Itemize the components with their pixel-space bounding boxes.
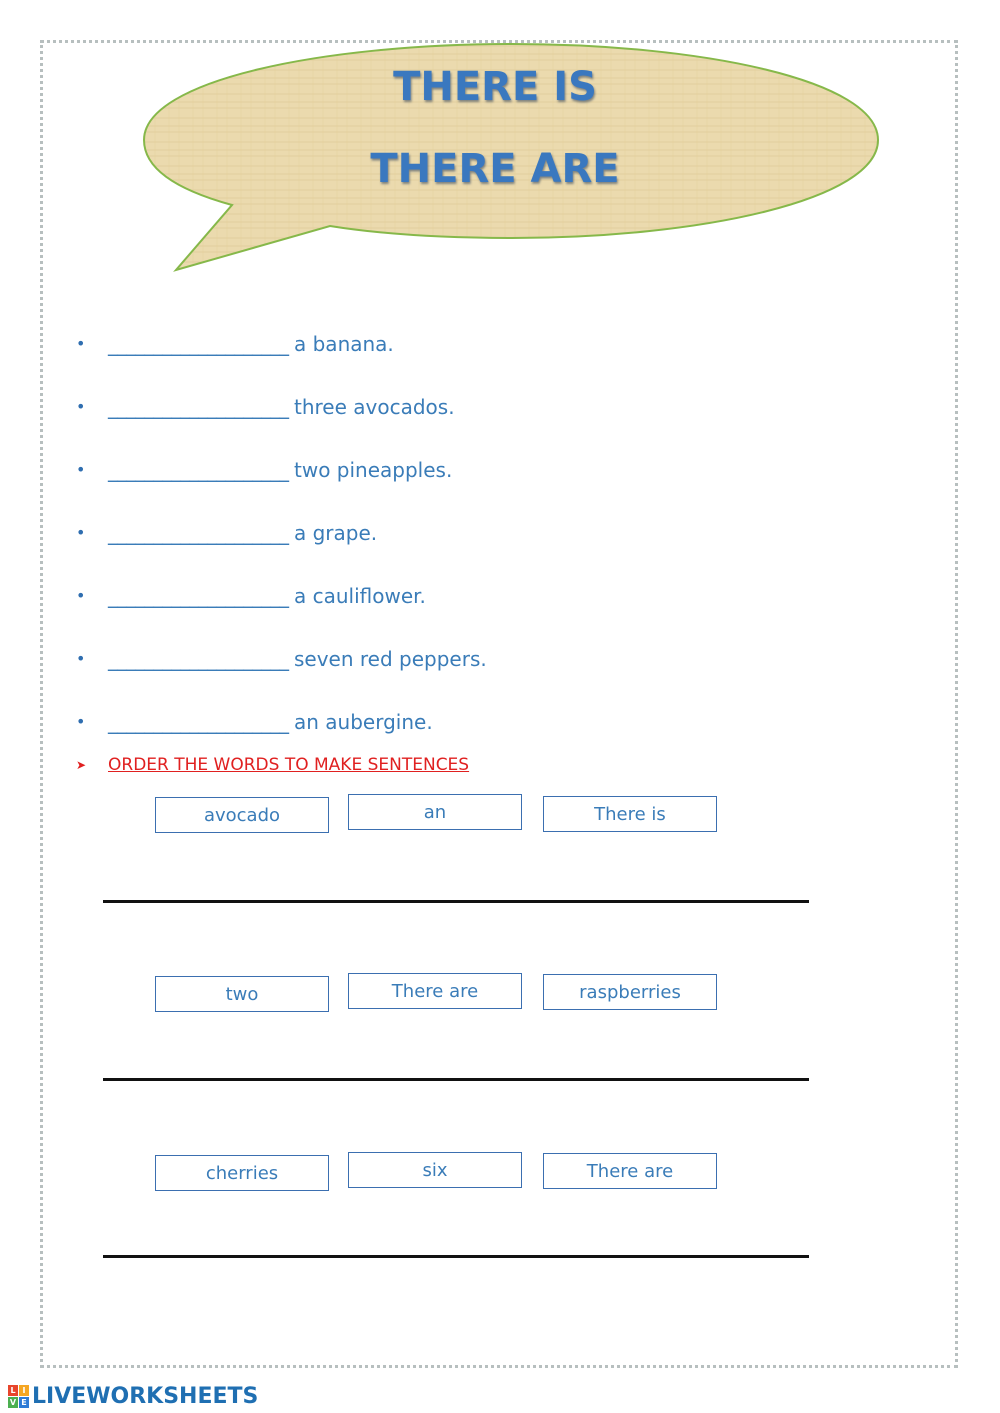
sentence-text: a grape. — [294, 520, 378, 545]
answer-line-input[interactable] — [103, 1078, 809, 1081]
word-tile[interactable]: There are — [543, 1153, 717, 1189]
word-tile[interactable]: cherries — [155, 1155, 329, 1191]
word-tile[interactable]: avocado — [155, 797, 329, 833]
bullet-icon: • — [76, 334, 86, 353]
bullet-icon: • — [76, 649, 86, 668]
sentence-text: three avocados. — [294, 394, 455, 419]
blank-input[interactable]: ____________________ — [108, 331, 288, 356]
word-tile[interactable]: raspberries — [543, 974, 717, 1010]
instruction-text: ORDER THE WORDS TO MAKE SENTENCES — [108, 755, 470, 775]
list-item — [76, 501, 487, 564]
blank-input[interactable]: ____________________ — [108, 646, 288, 671]
logo-block: E — [19, 1397, 29, 1408]
fill-in-list — [76, 312, 487, 753]
brand-name: LIVEWORKSHEETS — [32, 1383, 259, 1409]
title-there-are: THERE ARE — [370, 146, 620, 192]
list-item — [76, 438, 487, 501]
bullet-icon: • — [76, 712, 86, 731]
list-item — [76, 312, 487, 375]
blank-input[interactable]: ____________________ — [108, 520, 288, 545]
ordering-instruction — [76, 755, 469, 775]
answer-line-input[interactable] — [103, 900, 809, 903]
bullet-icon: • — [76, 460, 86, 479]
list-item — [76, 375, 487, 438]
bullet-icon: • — [76, 523, 86, 542]
word-tile[interactable]: two — [155, 976, 329, 1012]
sentence-text: a cauliflower. — [294, 583, 426, 608]
logo-block: V — [9, 1397, 17, 1407]
liveworksheets-logo[interactable] — [8, 1383, 258, 1409]
blank-input[interactable]: ____________________ — [108, 709, 288, 734]
list-item — [76, 564, 487, 627]
word-tile[interactable]: There is — [543, 796, 717, 832]
sentence-text: a banana. — [294, 331, 394, 356]
word-tile[interactable]: six — [348, 1152, 522, 1188]
answer-line-input[interactable] — [103, 1255, 809, 1258]
word-tile[interactable]: an — [348, 794, 522, 830]
sentence-text: two pineapples. — [294, 457, 453, 482]
blank-input[interactable]: ____________________ — [108, 394, 288, 419]
blank-input[interactable]: ____________________ — [108, 457, 288, 482]
logo-block: L — [8, 1385, 18, 1396]
title-there-is: THERE IS — [393, 64, 597, 110]
sentence-text: seven red peppers. — [294, 646, 487, 671]
logo-blocks-icon — [8, 1385, 29, 1408]
word-tile[interactable]: There are — [348, 973, 522, 1009]
list-item — [76, 627, 487, 690]
blank-input[interactable]: ____________________ — [108, 583, 288, 608]
arrow-bullet-icon: ➤ — [76, 758, 87, 772]
list-item — [76, 690, 487, 753]
logo-block: I — [19, 1385, 29, 1396]
sentence-text: an aubergine. — [294, 709, 433, 734]
bullet-icon: • — [76, 397, 86, 416]
bullet-icon: • — [76, 586, 86, 605]
